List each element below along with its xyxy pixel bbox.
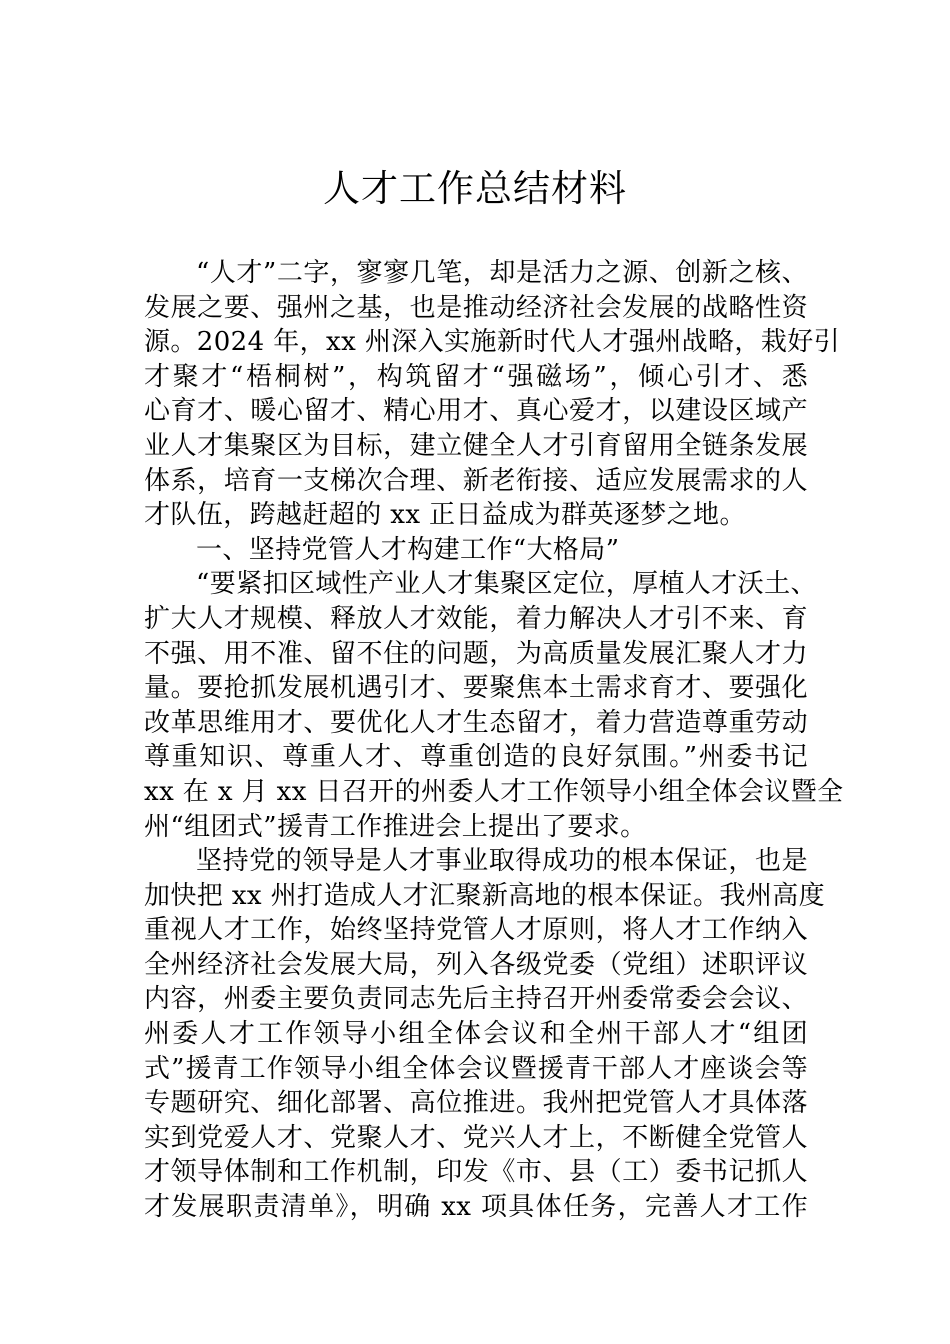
paragraph-line: 全州经济社会发展大局，列入各级党委（党组）述职评议 [144, 949, 808, 980]
paragraph-line: 才聚才“梧桐树”，构筑留才“强磁场”，倾心引才、悉 [144, 361, 808, 392]
paragraph-line: “人才”二字，寥寥几笔，却是活力之源、创新之核、 [196, 258, 808, 288]
paragraph-line: 坚持党的领导是人才事业取得成功的根本保证，也是 [196, 846, 808, 877]
paragraph-line: 实到党爱人才、党聚人才、党兴人才上，不断健全党管人 [144, 1122, 808, 1153]
paragraph-line: 业人才集聚区为目标，建立健全人才引育留用全链条发展 [144, 430, 808, 461]
paragraph-line: 源。2024 年，xx 州深入实施新时代人才强州战略，栽好引 [144, 327, 841, 358]
paragraph-line: 才发展职责清单》，明确 xx 项具体任务，完善人才工作 [144, 1192, 808, 1223]
document-body [144, 256, 844, 1225]
paragraph-line: “要紧扣区域性产业人才集聚区定位，厚植人才沃土、 [196, 569, 817, 600]
paragraph-line: 才领导体制和工作机制，印发《市、县（工）委书记抓人 [144, 1157, 808, 1188]
paragraph-line: 州委人才工作领导小组全体会议和全州干部人才“组团 [144, 1019, 808, 1050]
paragraph-line: 不强、用不准、留不住的问题，为高质量发展汇聚人才力 [144, 638, 808, 669]
section-heading: 一、坚持党管人才构建工作“大格局” [196, 534, 620, 565]
paragraph-line: 体系，培育一支梯次合理、新老衔接、适应发展需求的人 [144, 465, 808, 496]
paragraph-line: 扩大人才规模、释放人才效能，着力解决人才引不来、育 [144, 603, 808, 634]
paragraph-line: 专题研究、细化部署、高位推进。我州把党管人才具体落 [144, 1088, 808, 1119]
paragraph-line: 州“组团式”援青工作推进会上提出了要求。 [144, 811, 647, 842]
paragraph-line: 量。要抢抓发展机遇引才、要聚焦本土需求育才、要强化 [144, 673, 808, 704]
paragraph-line: 尊重知识、尊重人才、尊重创造的良好氛围。”州委书记 [144, 742, 808, 773]
paragraph-line: 式”援青工作领导小组全体会议暨援青干部人才座谈会等 [144, 1053, 808, 1084]
paragraph-line: xx 在 x 月 xx 日召开的州委人才工作领导小组全体会议暨全 [144, 776, 844, 807]
paragraph-line: 才队伍，跨越赶超的 xx 正日益成为群英逐梦之地。 [144, 500, 746, 531]
paragraph-line: 改革思维用才、要优化人才生态留才，着力营造尊重劳动 [144, 707, 808, 738]
paragraph-line: 重视人才工作，始终坚持党管人才原则，将人才工作纳入 [144, 915, 808, 946]
document-title: 人才工作总结材料 [323, 167, 627, 210]
paragraph-line: 内容，州委主要负责同志先后主持召开州委常委会会议、 [144, 984, 808, 1015]
paragraph-line: 加快把 xx 州打造成人才汇聚新高地的根本保证。我州高度 [144, 880, 826, 911]
paragraph-line: 心育才、暖心留才、精心用才、真心爱才，以建设区域产 [144, 396, 808, 427]
paragraph-line: 发展之要、强州之基，也是推动经济社会发展的战略性资 [144, 292, 808, 323]
